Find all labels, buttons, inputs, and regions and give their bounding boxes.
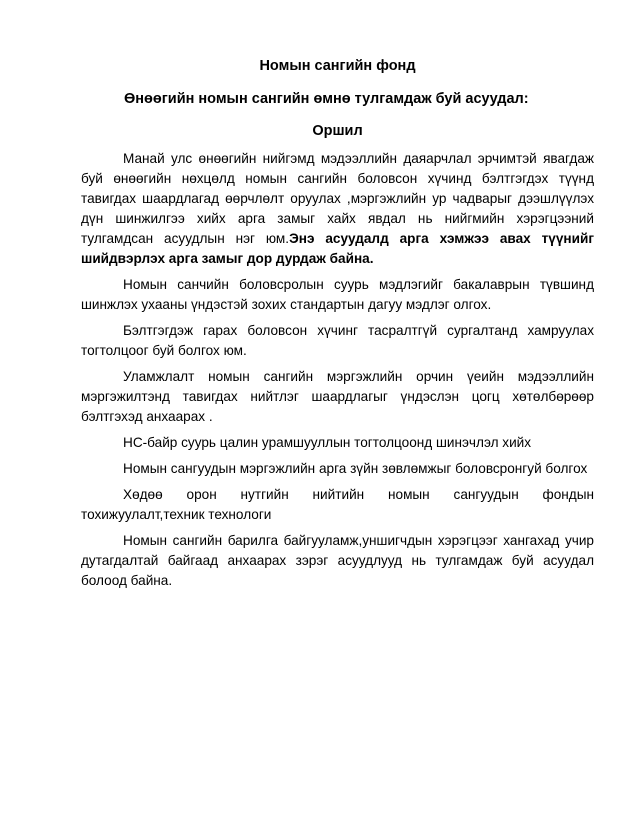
paragraph: Хөдөө орон нутгийн нийтийн номын сангуудын фондын тохижуулалт,техник технологи	[81, 487, 594, 522]
paragraph: Бэлтгэгдэж гарах боловсон хүчинг тасралтгүй сургалтанд хамруулах тогтолцоог буй болгох юм.	[81, 323, 594, 358]
paragraph-text: Манай улс өнөөгийн нийгэмд мэдээллийн даяарчлал эрчимтэй явагдаж буй өнөөгийн нөхцөлд номын сангийн боловсон хүчинд бэлтгэгдэх түүнд тавигдах шаардлагад өөрчлөлт оруулах ,мэргэжлийн ур чадварыг дээшлүүлэх дүн шинжилгээ хийх арга замыг хайх явдал нь нийгмийн хэрэгцээний тулгамдсан асуудлын нэг юм.	[81, 151, 594, 246]
document-title: Номын сангийн фонд	[259, 58, 416, 74]
paragraph-intro	[81, 149, 594, 269]
paragraph: Номын санчийн боловсролын суурь мэдлэгийг бакалаврын түвшинд шинжлэх ухааны үндэстэй зохих стандартын дагуу мэдлэг олгох.	[81, 277, 594, 312]
paragraph-bold-text: Энэ асуудалд арга хэмжээ авах түүнийг шийдвэрлэх арга замыг дор дурдаж байна.	[81, 231, 594, 266]
section-heading: Оршил	[312, 123, 363, 139]
paragraph: Уламжлалт номын сангийн мэргэжлийн орчин үеийн мэдээллийн мэргэжилтэнд тавигдах нийтлэг шаардлагыг үндэслэн цогц хөтөлбөрөөр бэлтгэхэд анхаарах .	[81, 369, 594, 424]
paragraph: Номын сангийн барилга байгууламж,уншигчдын хэрэгцээг хангахад учир дутагдалтай байгаад анхаарах зэрэг асуудлууд нь тулгамдаж буй асуудал болоод байна.	[81, 533, 594, 588]
paragraph: НС-байр суурь цалин урамшууллын тогтолцоонд шинэчлэл хийх	[123, 435, 532, 450]
paragraph: Номын сангуудын мэргэжлийн арга зүйн зөвлөмжыг боловсронгуй болгох	[123, 461, 588, 476]
document-subtitle: Өнөөгийн номын сангийн өмнө тулгамдаж буй асуудал:	[124, 91, 529, 107]
